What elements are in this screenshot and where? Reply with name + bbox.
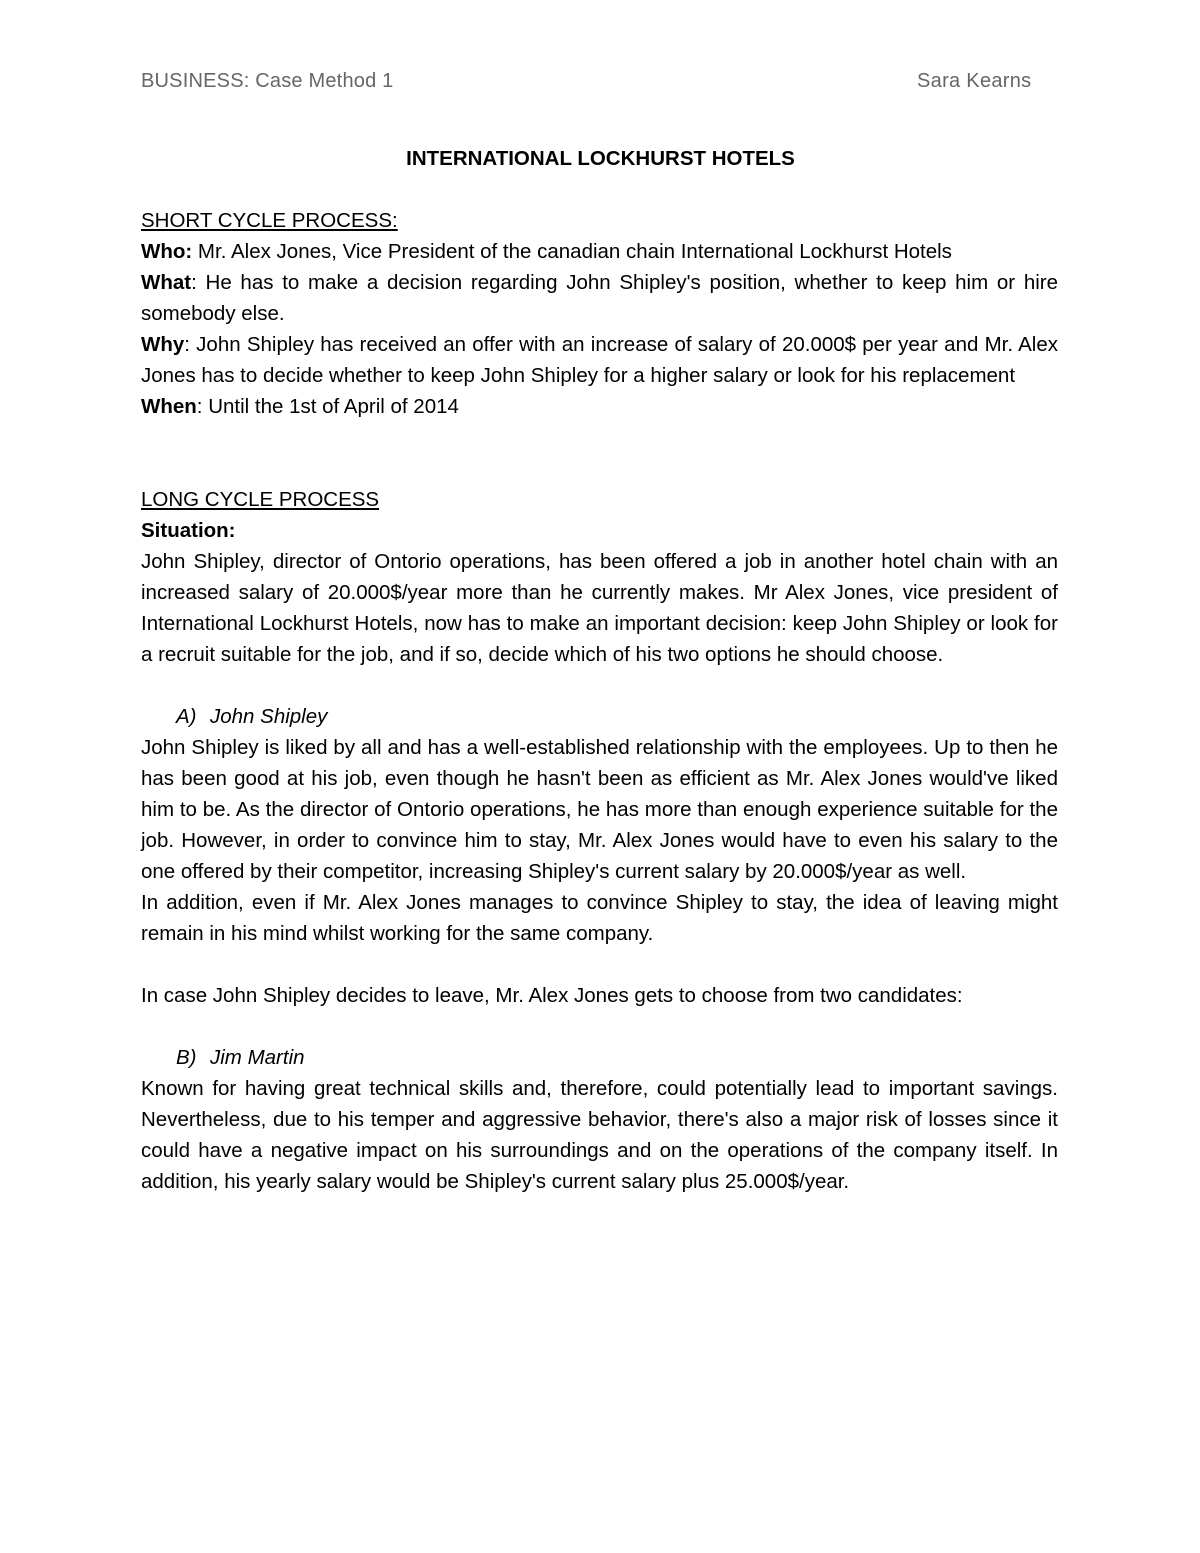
spacer: [141, 422, 1058, 484]
option-b-heading: [141, 1042, 1058, 1073]
option-a-letter: A): [176, 705, 197, 728]
why-label: Why: [141, 333, 185, 356]
spacer: [141, 670, 1058, 701]
option-a-paragraph-2: In addition, even if Mr. Alex Jones manages to convince Shipley to stay, the idea of leaving might remain in his mind whilst working for the same company.: [141, 891, 1058, 945]
candidates-intro-paragraph: In case John Shipley decides to leave, Mr. Alex Jones gets to choose from two candidates:: [141, 984, 963, 1007]
when-text: : Until the 1st of April of 2014: [196, 395, 459, 418]
long-cycle-heading: LONG CYCLE PROCESS: [141, 488, 380, 511]
when-paragraph: [141, 391, 1058, 422]
short-cycle-heading: SHORT CYCLE PROCESS:: [141, 209, 398, 232]
document-body: [141, 143, 1058, 1197]
option-b-name: Jim Martin: [210, 1046, 305, 1069]
who-paragraph: [141, 236, 1058, 267]
what-paragraph: [141, 267, 1058, 329]
spacer: [141, 949, 1058, 980]
option-b-letter: B): [176, 1046, 197, 1069]
when-label: When: [141, 395, 197, 418]
spacer: [141, 1011, 1058, 1042]
header-author: Sara Kearns: [917, 70, 1032, 92]
option-a-paragraph-1: John Shipley is liked by all and has a well-established relationship with the employees. Up to then he has been good at his job, even though he hasn't been as efficient as Mr. Alex Jones would've liked him to be. As the director of Ontorio operations, he has more than enough experience suitable for the job. However, in order to convince him to stay, Mr. Alex Jones would have to even his salary to the one offered by their competitor, increasing Shipley's current salary by 20.000$/year as well.: [141, 736, 1058, 883]
situation-label: Situation:: [141, 519, 236, 542]
option-a-heading: [141, 701, 1058, 732]
who-text: Mr. Alex Jones, Vice President of the canadian chain International Lockhurst Hotels: [192, 240, 952, 263]
document-title: INTERNATIONAL LOCKHURST HOTELS: [406, 147, 795, 170]
why-paragraph: [141, 329, 1058, 391]
situation-paragraph: John Shipley, director of Ontorio operations, has been offered a job in another hotel chain with an increased salary of 20.000$/year more than he currently makes. Mr Alex Jones, vice president of International Lockhurst Hotels, now has to make an important decision: keep John Shipley or look for a recruit suitable for the job, and if so, decide which of his two options he should choose.: [141, 550, 1058, 666]
why-text: : John Shipley has received an offer with an increase of salary of 20.000$ per year and Mr. Alex Jones has to decide whether to keep John Shipley for a higher salary or look for his replacement: [141, 333, 1058, 387]
option-a-name: John Shipley: [210, 705, 328, 728]
option-b-paragraph-1: Known for having great technical skills and, therefore, could potentially lead to important savings. Nevertheless, due to his temper and aggressive behavior, there's also a major risk of losses since it could have a negative impact on his surroundings and on the operations of the company itself. In addition, his yearly salary would be Shipley's current salary plus 25.000$/year.: [141, 1077, 1058, 1193]
header-course: BUSINESS: Case Method 1: [141, 70, 394, 92]
what-label: What: [141, 271, 192, 294]
who-label: Who:: [141, 240, 193, 263]
what-text: : He has to make a decision regarding John Shipley's position, whether to keep him or hire somebody else.: [141, 271, 1058, 325]
